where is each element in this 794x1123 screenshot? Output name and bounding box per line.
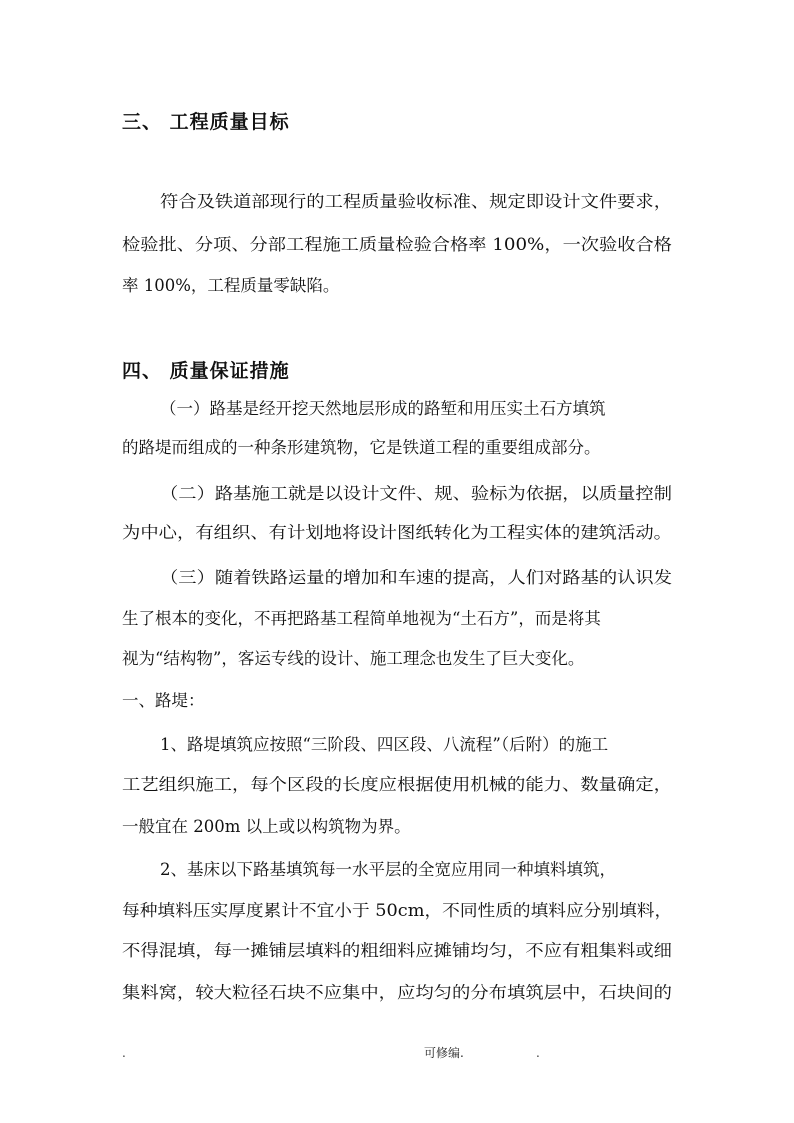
paragraph-line: 1、路堤填筑应按照“三阶段、四区段、八流程”（后附）的施工 (160, 735, 609, 754)
paragraph-line: 生了根本的变化，不再把路基工程简单地视为“土石方”，而是将其 (122, 609, 601, 628)
paragraph-line: 符合及铁道部现行的工程质量验收标准、规定即设计文件要求， (160, 192, 672, 211)
paragraph-line: 率 100%，工程质量零缺陷。 (122, 276, 340, 295)
paragraph-line: （二）路基施工就是以设计文件、规、验标为依据，以质量控制 (160, 484, 672, 503)
paragraph-line: 工艺组织施工，每个区段的长度应根据使用机械的能力、数量确定， (122, 775, 672, 794)
paragraph-line: 的路堤而组成的一种条形建筑物，它是铁道工程的重要组成部分。 (122, 438, 601, 457)
paragraph-line: 集料窝，较大粒径石块不应集中，应均匀的分布填筑层中，石块间的 (122, 983, 672, 1002)
paragraph-line: （三）随着铁路运量的增加和车速的提高，人们对路基的认识发 (160, 568, 672, 587)
paragraph-line: 每种填料压实厚度累计不宜小于 50cm，不同性质的填料应分别填料， (122, 901, 673, 920)
paragraph-line: （一）路基是经开挖天然地层形成的路堑和用压实土石方填筑 (160, 399, 606, 418)
footer-editable-note: 可修编. (424, 1046, 464, 1060)
section-heading-quality-measures: 四、 质量保证措施 (122, 360, 290, 382)
paragraph-line: 一般宜在 200m 以上或以构筑物为界。 (122, 817, 411, 836)
section-heading-quality-goal: 三、 工程质量目标 (122, 111, 290, 133)
paragraph-line: 视为“结构物”，客运专线的设计、施工理念也发生了巨大变化。 (122, 649, 585, 668)
footer-right-dot: . (536, 1046, 540, 1060)
paragraph-line: 为中心，有组织、有计划地将设计图纸转化为工程实体的建筑活动。 (122, 523, 672, 542)
paragraph-line: 不得混填，每一摊铺层填料的粗细料应摊铺均匀，不应有粗集料或细 (122, 941, 672, 960)
paragraph-line: 检验批、分项、分部工程施工质量检验合格率 100%，一次验收合格 (122, 235, 672, 254)
footer-left-dot: . (122, 1046, 126, 1060)
paragraph-line: 2、基床以下路基填筑每一水平层的全宽应用同一种填料填筑， (160, 860, 616, 879)
subheading-embankment: 一、路堤： (122, 691, 205, 710)
